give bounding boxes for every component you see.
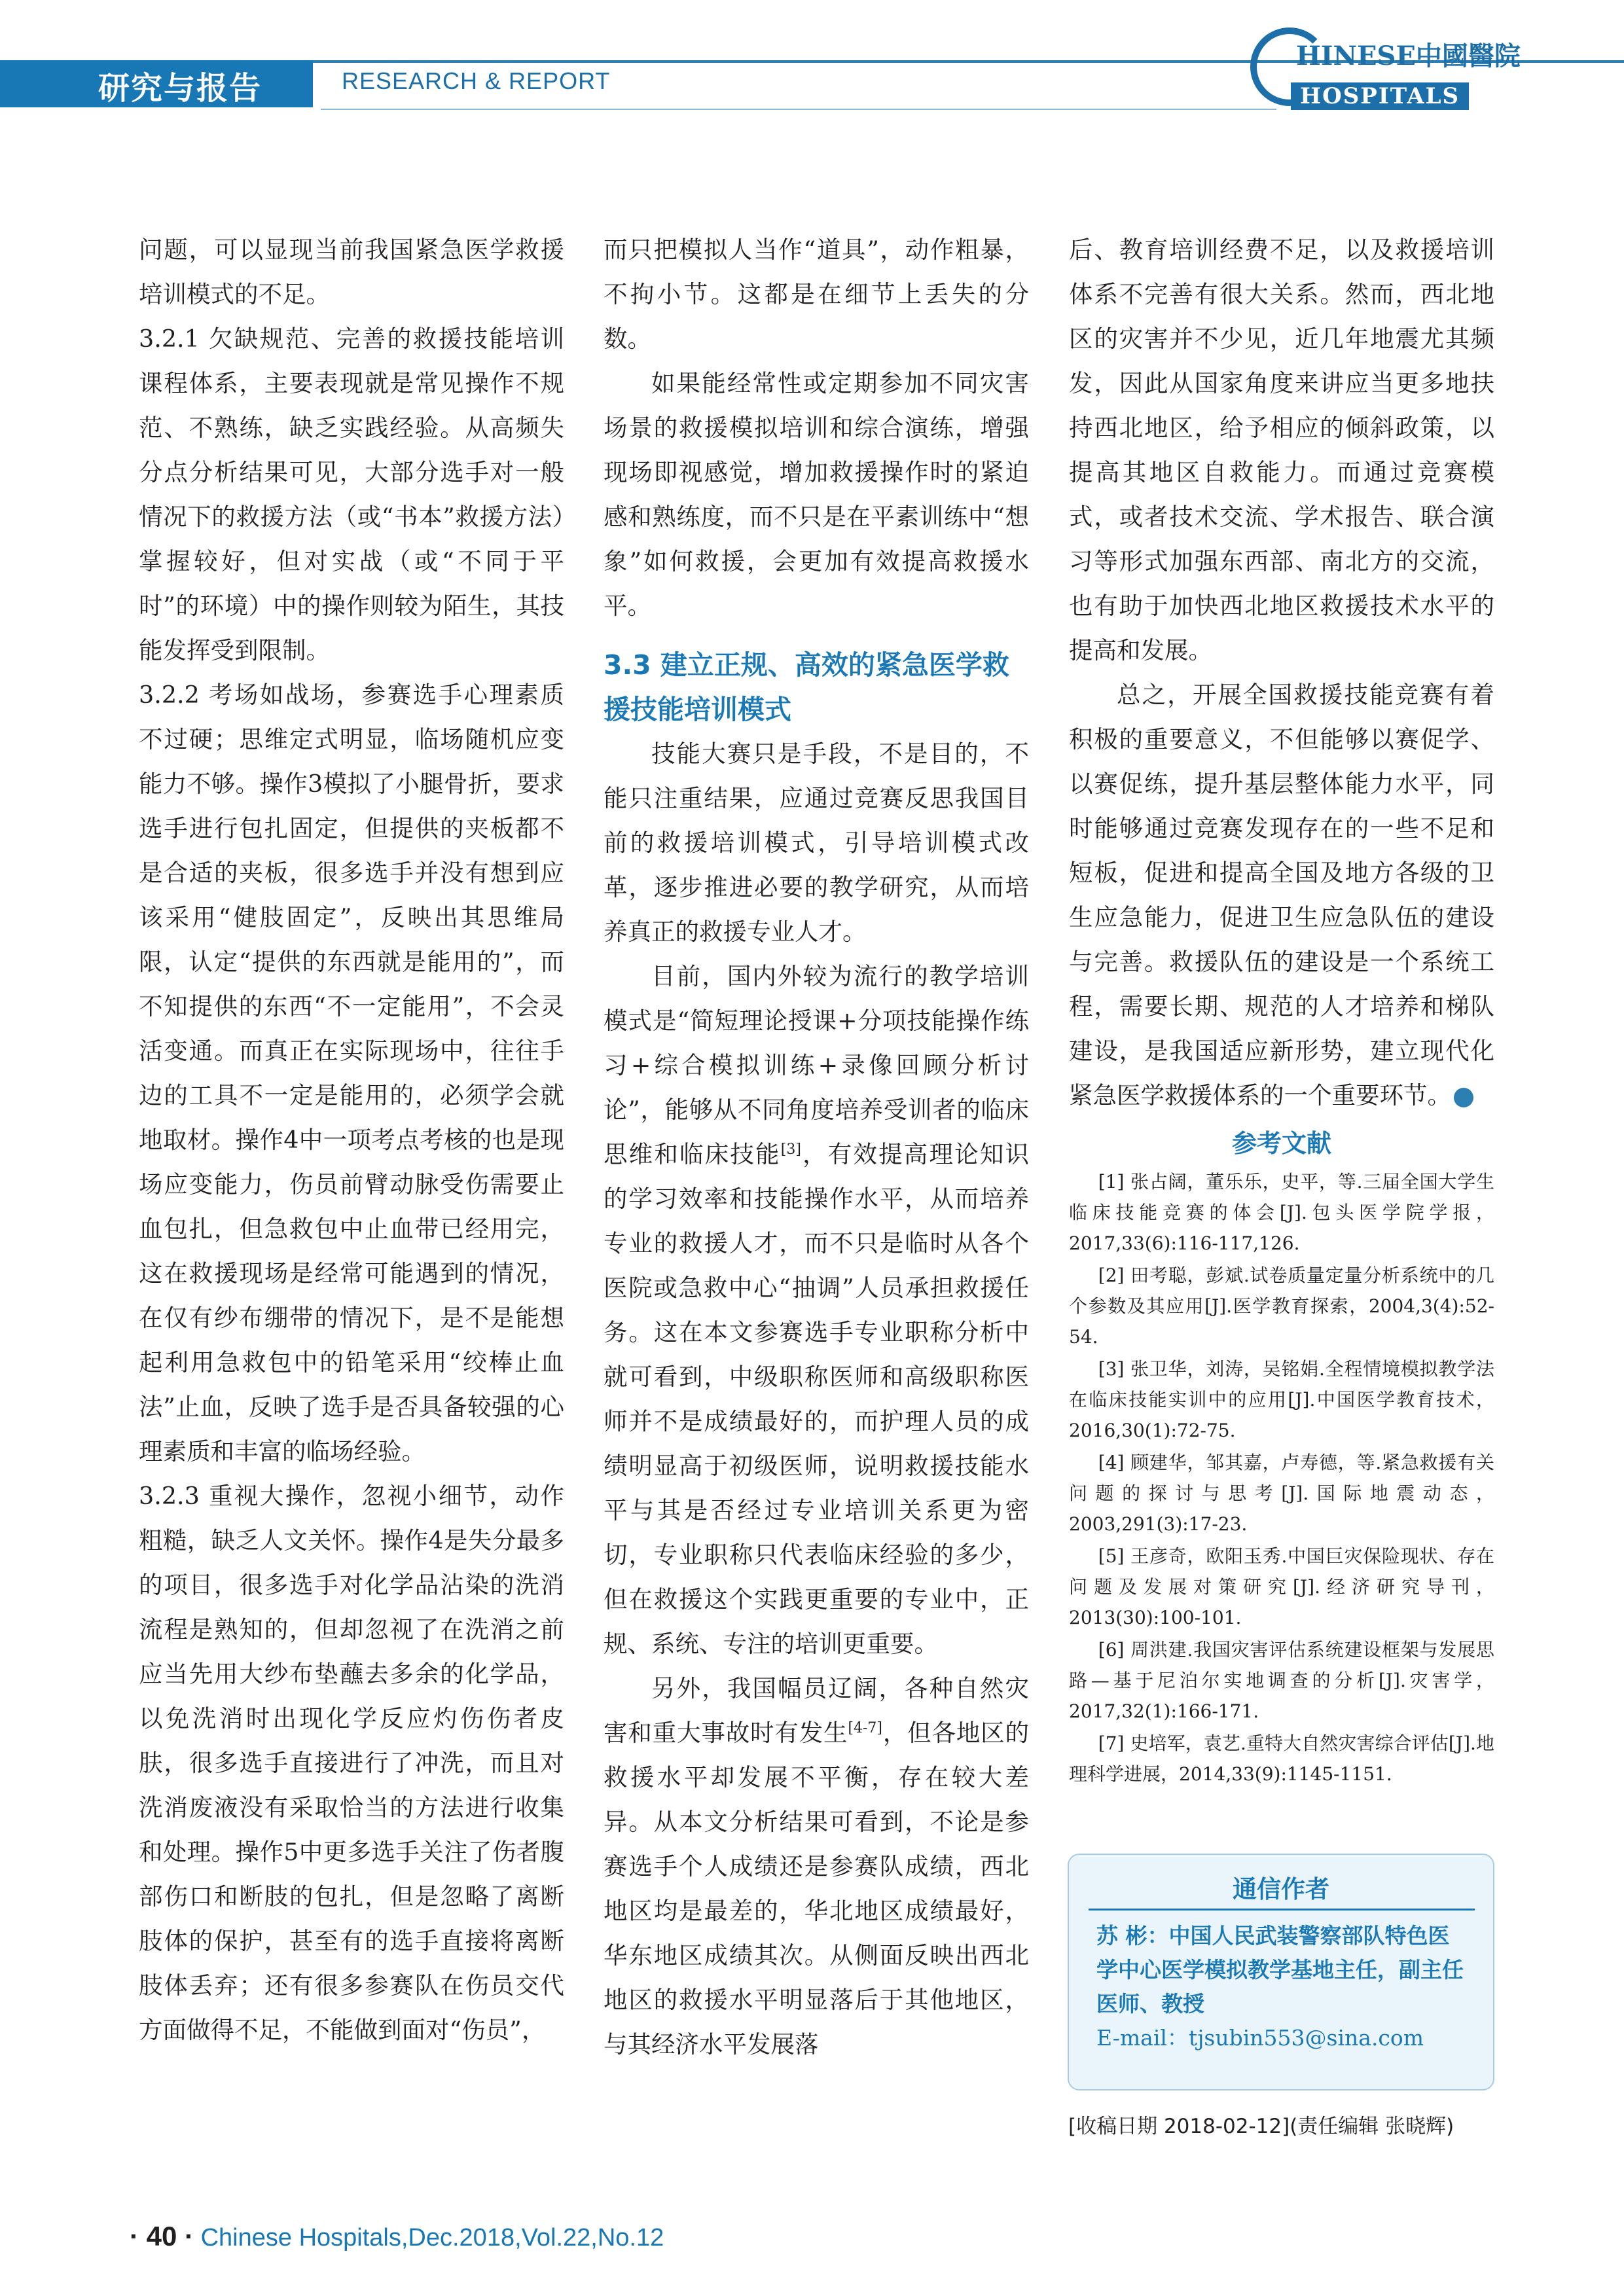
reference-item: [3] 张卫华，刘涛，吴铭娟.全程情境模拟教学法在临床技能实训中的应用[J].中国医学教育技术，2016,30(1):72-75. xyxy=(1069,1358,1494,1441)
author-email: E-mail：tjsubin553@sina.com xyxy=(1096,2025,1424,2051)
paragraph: 技能大赛只是手段，不是目的，不能只注重结果，应通过竞赛反思我国目前的救援培训模式，引导培训模式改革，逐步推进必要的教学研究，从而培养真正的救援专业人才。 xyxy=(604,740,1029,946)
paragraph-3-2-2: 3.2.2 考场如战场，参赛选手心理素质不过硬；思维定式明显，临场随机应变能力不够。操作3模拟了小腿骨折，要求选手进行包扎固定，但提供的夹板都不是合适的夹板，很多选手并没有想到应该采用“健肢固定”，反映出其思维局限，认定“提供的东西就是能用的”，而不知提供的东西“不一定能用”，不会灵活变通。而真正在实际现场中，往往手边的工具不一定是能用的，必须学会就地取材。操作4中一项考点考核的也是现场应变能力，伤员前臂动脉受伤需要止血包扎，但急救包中止血带已经用完，这在救援现场是经常可能遇到的情况，在仅有纱布绷带的情况下，是不是能想起利用急救包中的铅笔采用“绞棒止血法”止血，反映了选手是否具备较强的心理素质和丰富的临场经验。 xyxy=(139,681,564,1465)
reference-item: [4] 顾建华，邹其嘉，卢寿德，等.紧急救援有关问题的探讨与思考[J].国际地震动态，2003,291(3):17-23. xyxy=(1069,1452,1494,1535)
reference-item: [2] 田考聪，彭斌.试卷质量定量分析系统中的几个参数及其应用[J].医学教育探索，2004,3(4):52-54. xyxy=(1069,1265,1494,1348)
author-info xyxy=(1096,1919,1470,2055)
journal-citation: Chinese Hospitals,Dec.2018,Vol.22,No.12 xyxy=(200,2224,664,2251)
column-3 xyxy=(1069,228,1513,1791)
reference-item: [1] 张占阔，董乐乐，史平，等.三届全国大学生临床技能竞赛的体会[J].包头医学院学报，2017,33(6):116-117,126. xyxy=(1069,1171,1494,1254)
corresponding-author-box xyxy=(1068,1854,1494,2090)
text-span: 目前，国内外较为流行的教学培训模式是“简短理论授课+分项技能操作练习+综合模拟训练+录像回顾分析讨论”，能够从不同角度培养受训者的临床思维和临床技能 xyxy=(604,962,1029,1168)
end-mark-icon: 终 xyxy=(1454,1088,1473,1107)
reference-item: [6] 周洪建.我国灾害评估系统建设框架与发展思路—基于尼泊尔实地调查的分析[J].灾害学，2017,32(1):166-171. xyxy=(1069,1639,1494,1722)
text-span: 另外，我国幅员辽阔，各种自然灾害和重大事故时有发生 xyxy=(604,1674,1029,1747)
text-span: 总之，开展全国救援技能竞赛有着积极的重要意义，不但能够以赛促学、以赛促练，提升基层整体能力水平，同时能够通过竞赛发现存在的一些不足和短板，促进和提高全国及地方各级的卫生应急能力，促进卫生应急队伍的建设与完善。救援队伍的建设是一个系统工程，需要长期、规范的人才培养和梯队建设，是我国适应新形势，建立现代化紧急医学救援体系的一个重要环节。 xyxy=(1069,681,1494,1109)
column-1 xyxy=(139,228,564,2053)
logo-top-text: HINESE中國醫院 xyxy=(1296,41,1521,71)
paragraph-3-2-1: 3.2.1 欠缺规范、完善的救援技能培训课程体系，主要表现就是常见操作不规范、不熟练，缺乏实践经验。从高频失分点分析结果可见，大部分选手对一般情况下的救援方法（或“书本”救援方法）掌握较好，但对实战（或“不同于平时”的环境）中的操作则较为陌生，其技能发挥受到限制。 xyxy=(139,325,564,664)
paragraph: 问题，可以显现当前我国紧急医学救援培训模式的不足。 xyxy=(139,236,564,308)
paragraph xyxy=(604,1666,1029,2067)
text-span: ，有效提高理论知识的学习效率和技能操作水平，从而培养专业的救援人才，而不只是临时从各个医院或急救中心“抽调”人员承担救援任务。这在本文参赛选手专业职称分析中就可看到，中级职称医师和高级职称医师并不是成绩最好的，而护理人员的成绩明显高于初级医师，说明救援技能水平与其是否经过专业培训关系更为密切，专业职称只代表临床经验的多少，但在救援这个实践更重要的专业中，正规、系统、专注的培训更重要。 xyxy=(604,1140,1030,1658)
logo-bottom-text: HOSPITALS xyxy=(1291,82,1469,110)
author-description: 苏 彬：中国人民武装警察部队特色医学中心医学模拟教学基地主任，副主任医师、教授 xyxy=(1096,1923,1464,2017)
paragraph xyxy=(604,954,1029,1666)
paragraph xyxy=(1069,673,1513,1118)
paragraph-3-2-3: 3.2.3 重视大操作，忽视小细节，动作粗糙，缺乏人文关怀。操作4是失分最多的项目，很多选手对化学品沾染的洗消流程是熟知的，但却忽视了在洗消之前应当先用大纱布垫蘸去多余的化学品，以免洗消时出现化学反应灼伤伤者皮肤，很多选手直接进行了冲洗，而且对洗消废液没有采取恰当的方法进行收集和处理。操作5中更多选手关注了伤者腹部伤口和断肢的包扎，但是忽略了离断肢体的保护，甚至有的选手直接将离断肢体丢弃；还有很多参赛队在伤员交代方面做得不足，不能做到面对“伤员”， xyxy=(139,1482,564,2044)
column-2 xyxy=(604,228,1029,2067)
journal-logo xyxy=(1250,27,1521,113)
reference-item: [5] 王彦奇，欧阳玉秀.中国巨灾保险现状、存在问题及发展对策研究[J].经济研究导刊，2013(30):100-101. xyxy=(1069,1545,1494,1628)
reference-item: [7] 史培军，袁艺.重特大自然灾害综合评估[J].地理科学进展，2014,33(9):1145-1151. xyxy=(1069,1732,1494,1785)
reference-list xyxy=(1069,1166,1494,1789)
paragraph: 如果能经常性或定期参加不同灾害场景的救援模拟培训和综合演练，增强现场即视感觉，增加救援操作时的紧迫感和熟练度，而不只是在平素训练中“想象”如何救援，会更加有效提高救援水平。 xyxy=(604,369,1029,620)
section-heading-3-3: 3.3 建立正规、高效的紧急医学救援技能培训模式 xyxy=(604,649,1009,725)
references-title: 参考文献 xyxy=(1231,1129,1331,1158)
section-title-en: RESEARCH & REPORT xyxy=(342,67,611,94)
author-box-title: 通信作者 xyxy=(1233,1875,1329,1903)
paragraph: 而只把模拟人当作“道具”，动作粗暴，不拘小节。这都是在细节上丢失的分数。 xyxy=(604,236,1029,353)
page-number: · 40 · xyxy=(130,2221,194,2251)
citation: [4-7] xyxy=(848,1719,882,1736)
citation: [3] xyxy=(780,1141,801,1158)
text-span: ，但各地区的救援水平却发展不平衡，存在较大差异。从本文分析结果可看到，不论是参赛选手个人成绩还是参赛队成绩，西北地区均是最差的，华北地区成绩最好，华东地区成绩其次。从侧面反映出西北地区的救援水平明显落后于其他地区，与其经济水平发展落 xyxy=(604,1719,1030,2058)
received-date: [收稿日期 2018-02-12](责任编辑 张晓辉) xyxy=(1068,2115,1454,2138)
paragraph: 后、教育培训经费不足，以及救援培训体系不完善有很大关系。然而，西北地区的灾害并不少见，近几年地震尤其频发，因此从国家角度来讲应当更多地扶持西北地区，给予相应的倾斜政策，以提高其地区自救能力。而通过竞赛模式，或者技术交流、学术报告、联合演习等形式加强东西部、南北方的交流，也有助于加快西北地区救援技术水平的提高和发展。 xyxy=(1069,236,1494,664)
section-title-zh: 研究与报告 xyxy=(98,70,262,107)
page-footer xyxy=(130,2221,664,2252)
header-rule xyxy=(321,109,1276,110)
author-box-rule xyxy=(1089,1909,1475,1910)
